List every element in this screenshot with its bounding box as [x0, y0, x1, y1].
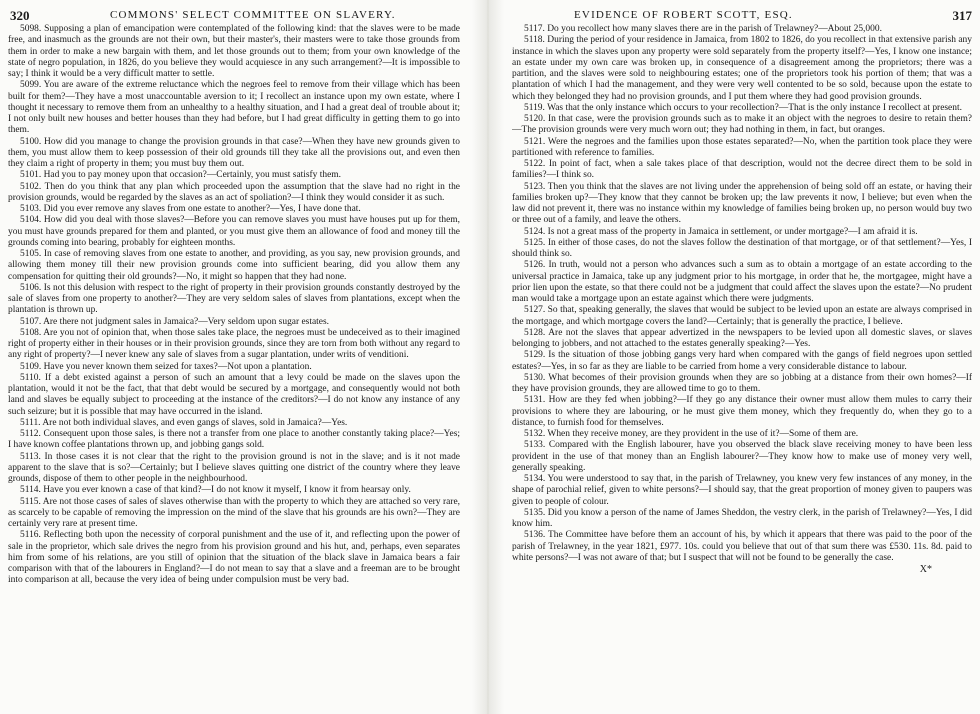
testimony-paragraph: 5105. In case of removing slaves from one estate to another, and providing, as you say, new provision grounds, and allowing them money till their new provision grounds come into sufficient bearing, did you allow them any compensation for quitting their old grounds?—No, it might so happen that they had none.	[8, 249, 460, 282]
testimony-paragraph: 5127. So that, speaking generally, the slaves that would be subject to be levied upon an estate are always comprised in the mortgage, and which mortgage covers the land?—Certainly; that is generally the practice, I believe.	[512, 305, 972, 327]
testimony-paragraph: 5126. In truth, would not a person who advances such a sum as to obtain a mortgage of an estate according to the universal practice in Jamaica, take up any judgment prior to his mortgage, in order that he, the mortgagee, might have a prior lien upon the estate, so that there could not be a judgment that could affect the slaves upon the estate?—No prudent man would take a mortgage upon an estate against which there were judgments.	[512, 260, 972, 304]
testimony-paragraph: 5123. Then you think that the slaves are not living under the apprehension of being sold off an estate, or having their families broken up?—They know that they cannot be broken up; the law prevents it now, I believe; but even when the law did not prevent it, there was no instance within my knowledge of families being broken up, no person would buy two or three out of a family, and leave the others.	[512, 181, 972, 226]
testimony-paragraph: 5104. How did you deal with those slaves?—Before you can remove slaves you must have houses put up for them, you must have grounds prepared for them and planted, or you must give them an allowance of food and money till the grounds coming into bearing, probably for eighteen months.	[8, 215, 460, 248]
left-page-column	[8, 24, 460, 704]
right-page-number: 317	[952, 8, 972, 23]
testimony-paragraph: 5100. How did you manage to change the provision grounds in that case?—When they have new grounds given to them, you must allow them to keep possession of their old grounds till they take all the provisions out, and even then they claim a right of property in them; you must buy them out.	[8, 136, 460, 169]
testimony-paragraph: 5119. Was that the only instance which occurs to your recollection?—That is the only instance I recollect at present.	[524, 102, 962, 113]
testimony-paragraph: 5115. Are not those cases of sales of slaves otherwise than with the property to which they are attached so very rare, as scarcely to be capable of removing the impression on the mind of the slave that his grounds are his own?—They are certainly very rare at present time.	[8, 496, 460, 529]
right-page-column	[512, 24, 972, 704]
testimony-paragraph: 5117. Do you recollect how many slaves there are in the parish of Trelawney?—About 25,000.	[524, 24, 882, 34]
testimony-paragraph: 5122. In point of fact, when a sale takes place of that description, would not the decree direct them to be sold in families?—I think so.	[512, 159, 972, 181]
testimony-paragraph: 5129. Is the situation of those jobbing gangs very hard when compared with the gangs of field negroes upon settled estates?—Yes, in so far as they are liable to be carried from home a very considerable distance to labour.	[512, 350, 972, 372]
testimony-paragraph: 5112. Consequent upon those sales, is there not a transfer from one place to another constantly taking place?—Yes; I have known coffee plantations thrown up, and jobbing gangs sold.	[8, 429, 460, 451]
testimony-paragraph: 5124. Is not a great mass of the property in Jamaica in settlement, or under mortgage?—I am afraid it is.	[524, 226, 918, 237]
testimony-paragraph: 5111. Are not both individual slaves, and even gangs of slaves, sold in Jamaica?—Yes.	[20, 417, 348, 428]
testimony-paragraph: 5099. You are aware of the extreme reluctance which the negroes feel to remove from their village which has been built for them?—They have a most unaccountable aversion to it; I recollect an instance upon my own estate, where I thought it necessary to remove them from an unhealthy to a healthy situation, and I had a great deal of trouble about it; I not only built new houses and better houses than they had before, but I had great difficulty in getting them to go into them.	[8, 80, 460, 136]
testimony-paragraph: 5120. In that case, were the provision grounds such as to make it an object with the negroes to desire to retain them?—The provision grounds were very much worn out; they had nothing in them, in fact, but oranges.	[512, 114, 972, 136]
testimony-paragraph: 5113. In those cases it is not clear that the right to the provision ground is not in the slave; and is it not made apparent to the slave that is so?—Certainly; but I believe slaves quitting one district of the country where they leave grounds, dispose of them to other people in the neighbourhood.	[8, 451, 460, 484]
testimony-paragraph: 5135. Did you know a person of the name of James Sheddon, the vestry clerk, in the parish of Trelawney?—Yes, I did know him.	[512, 507, 972, 529]
testimony-paragraph: 5098. Supposing a plan of emancipation were contemplated of the following kind: that the slaves were to be made free, and inasmuch as the grounds are not their own, but their master's, their masters were to take those grounds from them in order to make a new bargain with them, and let those grounds out to them; from your own knowledge of the state of negro population, in 1826, do you believe they would acquiesce in any such arrangement?—It is impossible to say; I think it would be a very difficult matter to settle.	[8, 24, 460, 79]
testimony-paragraph: 5110. If a debt existed against a person of such an amount that a levy could be made on the slaves upon the plantation, would it not be the fact, that that debt would be secured by a mortgage, and consequently would not both land and slaves be equally subject to proceeding at the instance of the creditors?—I do not know any instance of any such seizure; but it is possible that may have occurred in the island.	[8, 372, 460, 417]
testimony-paragraph: 5133. Compared with the English labourer, have you observed the black slave receiving money to have been less provident in the use of that money than an English labourer?—They know how to make use of money very well, generally speaking.	[512, 440, 972, 473]
testimony-paragraph: 5101. Had you to pay money upon that occasion?—Certainly, you must satisfy them.	[20, 170, 341, 181]
testimony-paragraph: 5103. Did you ever remove any slaves from one estate to another?—Yes, I have done that.	[20, 204, 361, 214]
testimony-paragraph: 5107. Are there not judgment sales in Jamaica?—Very seldom upon sugar estates.	[20, 316, 329, 327]
book-gutter	[472, 0, 504, 714]
testimony-paragraph: 5114. Have you ever known a case of that kind?—I do not know it myself, I know it from hearsay only.	[20, 485, 411, 496]
left-running-title: COMMONS' SELECT COMMITTEE ON SLAVERY.	[110, 9, 396, 21]
testimony-paragraph: 5134. You were understood to say that, in the parish of Trelawney, you knew very few instances of any money, in the shape of parochial relief, given to white persons?—I should say, that the great proportion of money given to paupers was given to people of colour.	[512, 474, 972, 507]
testimony-paragraph: 5125. In either of those cases, do not the slaves follow the destination of that mortgage, or of that settlement?—Yes, I should think so.	[512, 237, 972, 259]
right-running-title: EVIDENCE OF ROBERT SCOTT, ESQ.	[574, 9, 793, 21]
testimony-paragraph: 5131. How are they fed when jobbing?—If they go any distance their owner must allow them mules to carry their provisions to where they are labouring, or he must give them money, which they frequently do, when they go to a distance, to furnish food for themselves.	[512, 395, 972, 428]
page-header	[0, 6, 980, 24]
testimony-paragraph: 5109. Have you never known them seized for taxes?—Not upon a plantation.	[20, 361, 312, 372]
testimony-paragraph: 5128. Are not the slaves that appear advertized in the newspapers to be levied upon all domestic slaves, or slaves belonging to jobbers, and not attached to the estates generally speaking?—Yes.	[512, 327, 972, 349]
testimony-paragraph: 5102. Then do you think that any plan which proceeded upon the assumption that the slave had no right in the provision grounds, would be regarded by the slaves as an act of spoliation?—I think they would consider it as such.	[8, 181, 460, 203]
signature-mark: X*	[919, 564, 932, 575]
testimony-paragraph: 5136. The Committee have before them an account of his, by which it appears that there was paid to the poor of the parish of Trelawney, in the year 1821, £977. 10s. could you believe that out of that sum there was £530. 11s. 8d. paid to white persons?—I was not aware of that; but I suspect that will not be found to be generally the case.	[512, 530, 972, 563]
testimony-paragraph: 5130. What becomes of their provision grounds when they are so jobbing at a distance from their own homes?—If they have provision grounds, they are allowed time to go to them.	[512, 372, 972, 394]
testimony-paragraph: 5118. During the period of your residence in Jamaica, from 1802 to 1826, do you recollect in that extensive parish any instance in which the slaves upon any property were sold separately from the property itself?—Yes, I know one instance; an estate under my own care was broken up, in consequence of a disagreement among the proprietors; there was a partition, and the slaves were sold to neighbouring estates; one of the proprietors took his portion of them; that was a plantation of which I had the management, and they were very well contented to be so sold, because upon the estate to which they belonged they had no provision grounds, and I put them where they had good provision grounds.	[512, 35, 972, 102]
testimony-paragraph: 5108. Are you not of opinion that, when those sales take place, the negroes must be undeceived as to their imagined right of property either in their houses or in their provision grounds, since they are torn from both without any regard to any right of property?—I never knew any sale of slaves from a sugar plantation, under writs of venditioni.	[8, 327, 460, 361]
testimony-paragraph: 5116. Reflecting both upon the necessity of corporal punishment and the use of it, and reflecting upon the power of sale in the proprietor, which sale drives the negro from his provision ground and his hut, and, perhaps, even separates him from some of his relations, are you still of opinion that the situation of the black slave in Jamaica bears a fair comparison with that of the labourers in England?—I do not mean to say that a slave and a freeman are to be brought into comparison at all, because the very idea of being under compulsion must be very bad.	[8, 530, 460, 586]
testimony-paragraph: 5132. When they receive money, are they provident in the use of it?—Some of them are.	[524, 429, 859, 439]
testimony-paragraph: 5121. Were the negroes and the families upon those estates separated?—No, when the partition took place they were partitioned with reference to families.	[512, 136, 972, 158]
left-page-number: 320	[10, 8, 30, 23]
testimony-paragraph: 5106. Is not this delusion with respect to the right of property in their provision grounds constantly destroyed by the sale of slaves from one property to another?—They are very seldom sales of slaves from plantations, except when the plantation is thrown up.	[8, 282, 460, 316]
